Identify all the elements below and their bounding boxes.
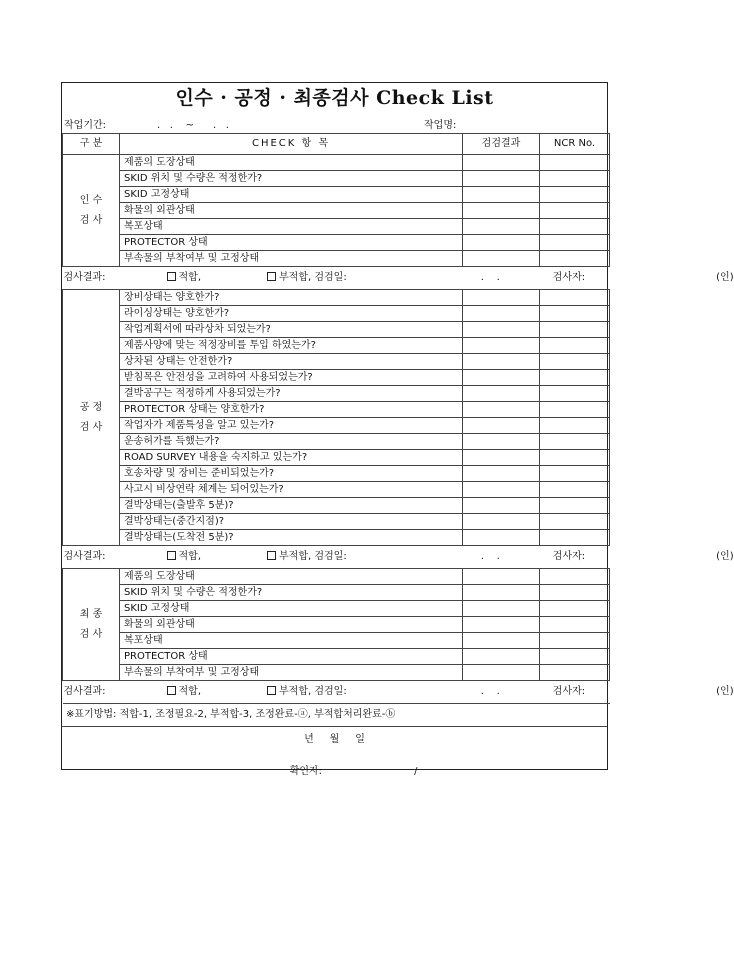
checklist-row <box>63 402 610 418</box>
ncr-cell[interactable] <box>540 633 610 649</box>
fail-option[interactable] <box>267 272 347 283</box>
check-item: ROAD SURVEY 내용을 숙지하고 있는가? <box>120 450 463 466</box>
result-cell[interactable] <box>463 530 540 546</box>
ncr-cell[interactable] <box>540 498 610 514</box>
checklist-row <box>63 665 610 681</box>
checklist-row <box>63 466 610 482</box>
pass-label: 적합, <box>178 686 202 697</box>
checklist-row <box>63 569 610 585</box>
ncr-cell[interactable] <box>540 514 610 530</box>
check-item: 제품의 도장상태 <box>120 569 463 585</box>
check-item: SKID 고정상태 <box>120 601 463 617</box>
ncr-cell[interactable] <box>540 235 610 251</box>
inspection-result-line <box>63 267 734 289</box>
ncr-cell[interactable] <box>540 466 610 482</box>
result-label: 검사결과: <box>63 272 106 283</box>
seal-mark: (인) <box>716 686 734 697</box>
ncr-cell[interactable] <box>540 585 610 601</box>
checklist-row <box>63 585 610 601</box>
checklist-row <box>63 498 610 514</box>
pass-label: 적합, <box>178 551 202 562</box>
result-cell[interactable] <box>463 235 540 251</box>
check-item: 결박상태는(도착전 5분)? <box>120 530 463 546</box>
checklist-row <box>63 338 610 354</box>
checklist-row <box>63 290 610 306</box>
check-item: 라이싱상태는 양호한가? <box>120 306 463 322</box>
fail-option[interactable] <box>267 551 347 562</box>
pass-option[interactable] <box>167 272 202 283</box>
inspection-result-cell <box>63 267 734 290</box>
footer-table <box>62 704 607 777</box>
check-item: 작업자가 제품특성을 알고 있는가? <box>120 418 463 434</box>
check-item: 부속물의 부착여부 및 고정상태 <box>120 251 463 267</box>
result-cell[interactable] <box>463 514 540 530</box>
ncr-cell[interactable] <box>540 290 610 306</box>
legend-text: ※표기방법: 적합-1, 조정필요-2, 부적합-3, 조정완료-ⓐ, 부적합처리완료-ⓑ <box>62 704 607 727</box>
ncr-cell[interactable] <box>540 482 610 498</box>
ncr-cell[interactable] <box>540 370 610 386</box>
pass-checkbox[interactable] <box>167 686 176 695</box>
header-check-items: CHECK 항 목 <box>120 134 463 155</box>
checklist-row <box>63 601 610 617</box>
inspection-result-row <box>63 267 610 290</box>
checklist-row <box>63 354 610 370</box>
check-item: 장비상태는 양호한가? <box>120 290 463 306</box>
check-item: 부속물의 부착여부 및 고정상태 <box>120 665 463 681</box>
check-item: 받침목은 안전성을 고려하여 사용되었는가? <box>120 370 463 386</box>
result-cell[interactable] <box>463 482 540 498</box>
ncr-cell[interactable] <box>540 450 610 466</box>
result-cell[interactable] <box>463 203 540 219</box>
result-cell[interactable] <box>463 338 540 354</box>
checklist-row <box>63 235 610 251</box>
result-cell[interactable] <box>463 466 540 482</box>
inspection-result-row <box>63 681 610 704</box>
result-cell[interactable] <box>463 171 540 187</box>
work-name-label: 작업명: <box>424 120 457 131</box>
inspection-result-line <box>63 546 734 568</box>
check-item: 사고시 비상연락 체계는 되어있는가? <box>120 482 463 498</box>
ncr-cell[interactable] <box>540 601 610 617</box>
sign-date: 년 월 일 <box>304 734 365 745</box>
result-cell[interactable] <box>463 633 540 649</box>
check-item: SKID 고정상태 <box>120 187 463 203</box>
check-item: PROTECTOR 상태 <box>120 235 463 251</box>
check-item: PROTECTOR 상태 <box>120 649 463 665</box>
inspection-result-line <box>63 681 734 703</box>
inspector-label: 검사자: <box>552 551 586 562</box>
checklist-row <box>63 418 610 434</box>
result-cell[interactable] <box>463 322 540 338</box>
check-item: 복포상태 <box>120 633 463 649</box>
ncr-cell[interactable] <box>540 354 610 370</box>
result-cell[interactable] <box>463 649 540 665</box>
result-cell[interactable] <box>463 187 540 203</box>
checklist-row <box>63 514 610 530</box>
work-period-value: . . ~ . . <box>157 120 229 131</box>
check-item: 복포상태 <box>120 219 463 235</box>
result-cell[interactable] <box>463 569 540 585</box>
header-ncr: NCR No. <box>540 134 610 155</box>
inspection-date-dots: . . <box>480 551 500 562</box>
checklist-row <box>63 203 610 219</box>
ncr-cell[interactable] <box>540 203 610 219</box>
ncr-cell[interactable] <box>540 171 610 187</box>
result-cell[interactable] <box>463 498 540 514</box>
checklist-row <box>63 306 610 322</box>
checklist-row <box>63 322 610 338</box>
result-cell[interactable] <box>463 290 540 306</box>
inspection-date-dots: . . <box>480 272 500 283</box>
checklist-row <box>63 649 610 665</box>
ncr-cell[interactable] <box>540 306 610 322</box>
pass-checkbox[interactable] <box>167 272 176 281</box>
sign-block <box>62 727 607 777</box>
result-cell[interactable] <box>463 155 540 171</box>
result-cell[interactable] <box>463 354 540 370</box>
inspection-result-row <box>63 546 610 569</box>
result-cell[interactable] <box>463 450 540 466</box>
inspector-label: 검사자: <box>552 686 586 697</box>
meta-row <box>62 115 607 133</box>
ncr-cell[interactable] <box>540 251 610 267</box>
result-cell[interactable] <box>463 219 540 235</box>
checklist-row <box>63 386 610 402</box>
result-cell[interactable] <box>463 370 540 386</box>
check-item: 운송허가를 득했는가? <box>120 434 463 450</box>
check-item: PROTECTOR 상태는 양호한가? <box>120 402 463 418</box>
result-cell[interactable] <box>463 617 540 633</box>
check-item: 결박상태는(중간지점)? <box>120 514 463 530</box>
result-cell[interactable] <box>463 306 540 322</box>
result-cell[interactable] <box>463 418 540 434</box>
seal-mark: (인) <box>716 272 734 283</box>
ncr-cell[interactable] <box>540 386 610 402</box>
confirmer-slash: / <box>414 766 418 777</box>
checklist-row <box>63 633 610 649</box>
checklist-row <box>63 171 610 187</box>
checklist-row <box>63 450 610 466</box>
checklist-sheet <box>61 82 734 777</box>
result-cell[interactable] <box>463 665 540 681</box>
inspection-result-cell <box>63 546 734 569</box>
check-item: SKID 위치 및 수량은 적정한가? <box>120 585 463 601</box>
fail-checkbox[interactable] <box>267 686 276 695</box>
checklist-row <box>63 155 610 171</box>
checklist-row <box>63 251 610 267</box>
ncr-cell[interactable] <box>540 219 610 235</box>
checklist-table <box>62 133 734 704</box>
checklist-row <box>63 187 610 203</box>
checklist-row <box>63 617 610 633</box>
result-label: 검사결과: <box>63 551 106 562</box>
ncr-cell[interactable] <box>540 322 610 338</box>
ncr-cell[interactable] <box>540 187 610 203</box>
result-label: 검사결과: <box>63 686 106 697</box>
checklist-row <box>63 434 610 450</box>
inspection-date-dots: . . <box>480 686 500 697</box>
result-cell[interactable] <box>463 402 540 418</box>
checklist-row <box>63 370 610 386</box>
pass-option[interactable] <box>167 551 202 562</box>
check-item: 화물의 외관상태 <box>120 617 463 633</box>
inspector-label: 검사자: <box>552 272 586 283</box>
result-cell[interactable] <box>463 386 540 402</box>
pass-option[interactable] <box>167 686 202 697</box>
document-title: 인수 · 공정 · 최종검사 Check List <box>175 87 494 109</box>
header-category: 구 분 <box>63 134 120 155</box>
check-item: SKID 위치 및 수량은 적정한가? <box>120 171 463 187</box>
result-cell[interactable] <box>463 251 540 267</box>
section-category: 최 종 검 사 <box>63 569 120 681</box>
header-row <box>63 134 610 155</box>
ncr-cell[interactable] <box>540 530 610 546</box>
result-cell[interactable] <box>463 434 540 450</box>
check-item: 상차된 상태는 안전한가? <box>120 354 463 370</box>
fail-checkbox[interactable] <box>267 272 276 281</box>
ncr-cell[interactable] <box>540 649 610 665</box>
ncr-cell[interactable] <box>540 418 610 434</box>
check-item: 작업계획서에 따라상차 되었는가? <box>120 322 463 338</box>
ncr-cell[interactable] <box>540 569 610 585</box>
check-item: 제품의 도장상태 <box>120 155 463 171</box>
header-result: 검검결과 <box>463 134 540 155</box>
ncr-cell[interactable] <box>540 155 610 171</box>
confirmer-label: 확인자: <box>289 766 323 777</box>
result-cell[interactable] <box>463 601 540 617</box>
section-category: 공 정 검 사 <box>63 290 120 546</box>
check-item: 제품사양에 맞는 적정장비를 투입 하였는가? <box>120 338 463 354</box>
work-period-label: 작업기간: <box>64 120 107 131</box>
check-item: 결박공구는 적정하게 사용되었는가? <box>120 386 463 402</box>
check-item: 화물의 외관상태 <box>120 203 463 219</box>
sign-confirmer <box>62 751 607 793</box>
fail-option[interactable] <box>267 686 347 697</box>
result-cell[interactable] <box>463 585 540 601</box>
checklist-row <box>63 482 610 498</box>
ncr-cell[interactable] <box>540 402 610 418</box>
inspection-result-cell <box>63 681 734 704</box>
fail-checkbox[interactable] <box>267 551 276 560</box>
section-category: 인 수 검 사 <box>63 155 120 267</box>
checklist-row <box>63 219 610 235</box>
fail-label: 부적합, 검검일: <box>279 686 347 697</box>
ncr-cell[interactable] <box>540 434 610 450</box>
ncr-cell[interactable] <box>540 338 610 354</box>
check-item: 호송차량 및 장비는 준비되었는가? <box>120 466 463 482</box>
pass-label: 적합, <box>178 272 202 283</box>
check-item: 결박상태는(출발후 5분)? <box>120 498 463 514</box>
seal-mark: (인) <box>716 551 734 562</box>
ncr-cell[interactable] <box>540 617 610 633</box>
fail-label: 부적합, 검검일: <box>279 551 347 562</box>
fail-label: 부적합, 검검일: <box>279 272 347 283</box>
pass-checkbox[interactable] <box>167 551 176 560</box>
checklist-row <box>63 530 610 546</box>
ncr-cell[interactable] <box>540 665 610 681</box>
